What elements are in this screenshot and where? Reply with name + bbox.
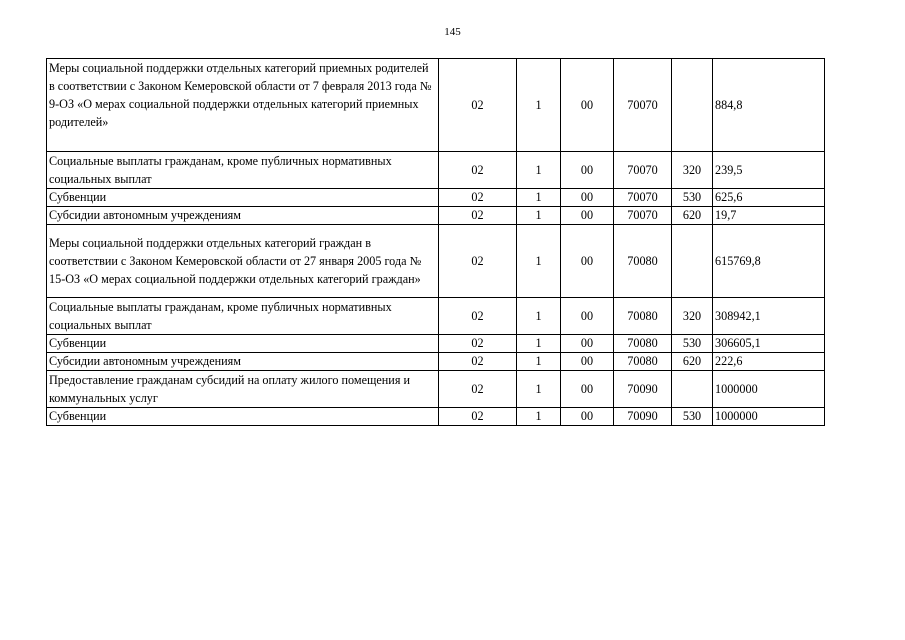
row-expense-type xyxy=(672,59,713,152)
row-section: 02 xyxy=(439,59,517,152)
row-amount: 1000000 xyxy=(713,408,825,426)
row-section: 02 xyxy=(439,207,517,225)
row-amount: 306605,1 xyxy=(713,335,825,353)
row-program: 1 xyxy=(517,408,561,426)
row-expense-type: 530 xyxy=(672,408,713,426)
row-amount: 19,7 xyxy=(713,207,825,225)
row-subprogram: 00 xyxy=(561,189,614,207)
row-subprogram: 00 xyxy=(561,353,614,371)
row-subprogram: 00 xyxy=(561,335,614,353)
table-row xyxy=(47,59,825,152)
page-number: 145 xyxy=(444,26,461,38)
row-expense-type: 620 xyxy=(672,353,713,371)
row-program: 1 xyxy=(517,335,561,353)
row-expense-type: 530 xyxy=(672,189,713,207)
row-subprogram: 00 xyxy=(561,298,614,335)
row-code: 70080 xyxy=(614,335,672,353)
row-section: 02 xyxy=(439,408,517,426)
row-program: 1 xyxy=(517,225,561,298)
row-subprogram: 00 xyxy=(561,207,614,225)
row-expense-type xyxy=(672,225,713,298)
row-code: 70070 xyxy=(614,189,672,207)
row-amount: 308942,1 xyxy=(713,298,825,335)
row-name: Меры социальной поддержки отдельных категорий граждан в соответствии с Законом Кемеровской области от 27 января 2005 года № 15-ОЗ «О мерах социальной поддержки отдельных категорий граждан» xyxy=(47,225,439,298)
table-row xyxy=(47,207,825,225)
row-subprogram: 00 xyxy=(561,408,614,426)
row-subprogram: 00 xyxy=(561,152,614,189)
row-amount: 239,5 xyxy=(713,152,825,189)
row-name: Субвенции xyxy=(47,189,439,207)
row-amount: 625,6 xyxy=(713,189,825,207)
row-amount: 615769,8 xyxy=(713,225,825,298)
row-code: 70080 xyxy=(614,298,672,335)
row-section: 02 xyxy=(439,371,517,408)
row-expense-type xyxy=(672,371,713,408)
row-section: 02 xyxy=(439,298,517,335)
row-name: Социальные выплаты гражданам, кроме публичных нормативных социальных выплат xyxy=(47,298,439,335)
row-program: 1 xyxy=(517,371,561,408)
table-row xyxy=(47,225,825,298)
row-section: 02 xyxy=(439,152,517,189)
table-row xyxy=(47,408,825,426)
row-expense-type: 530 xyxy=(672,335,713,353)
row-section: 02 xyxy=(439,189,517,207)
row-program: 1 xyxy=(517,152,561,189)
table-row xyxy=(47,298,825,335)
row-code: 70070 xyxy=(614,152,672,189)
row-name: Субвенции xyxy=(47,335,439,353)
row-code: 70090 xyxy=(614,371,672,408)
row-section: 02 xyxy=(439,353,517,371)
row-name: Субсидии автономным учреждениям xyxy=(47,207,439,225)
row-name: Предоставление гражданам субсидий на оплату жилого помещения и коммунальных услуг xyxy=(47,371,439,408)
row-amount: 222,6 xyxy=(713,353,825,371)
row-code: 70080 xyxy=(614,353,672,371)
budget-table xyxy=(46,58,825,426)
row-expense-type: 320 xyxy=(672,298,713,335)
row-code: 70090 xyxy=(614,408,672,426)
row-code: 70070 xyxy=(614,207,672,225)
row-program: 1 xyxy=(517,298,561,335)
row-subprogram: 00 xyxy=(561,225,614,298)
row-expense-type: 320 xyxy=(672,152,713,189)
row-program: 1 xyxy=(517,59,561,152)
row-name: Меры социальной поддержки отдельных категорий приемных родителей в соответствии с Законом Кемеровской области от 7 февраля 2013 года № 9-ОЗ «О мерах социальной поддержки отдельных категорий приемных родителей» xyxy=(47,59,439,152)
row-section: 02 xyxy=(439,335,517,353)
row-name: Субсидии автономным учреждениям xyxy=(47,353,439,371)
row-subprogram: 00 xyxy=(561,371,614,408)
row-code: 70070 xyxy=(614,59,672,152)
table-row xyxy=(47,353,825,371)
table-row xyxy=(47,152,825,189)
row-name: Социальные выплаты гражданам, кроме публичных нормативных социальных выплат xyxy=(47,152,439,189)
row-name: Субвенции xyxy=(47,408,439,426)
row-program: 1 xyxy=(517,353,561,371)
row-amount: 884,8 xyxy=(713,59,825,152)
row-subprogram: 00 xyxy=(561,59,614,152)
row-amount: 1000000 xyxy=(713,371,825,408)
row-program: 1 xyxy=(517,207,561,225)
table-row xyxy=(47,189,825,207)
table-row xyxy=(47,335,825,353)
row-expense-type: 620 xyxy=(672,207,713,225)
row-code: 70080 xyxy=(614,225,672,298)
table-row xyxy=(47,371,825,408)
row-program: 1 xyxy=(517,189,561,207)
row-section: 02 xyxy=(439,225,517,298)
